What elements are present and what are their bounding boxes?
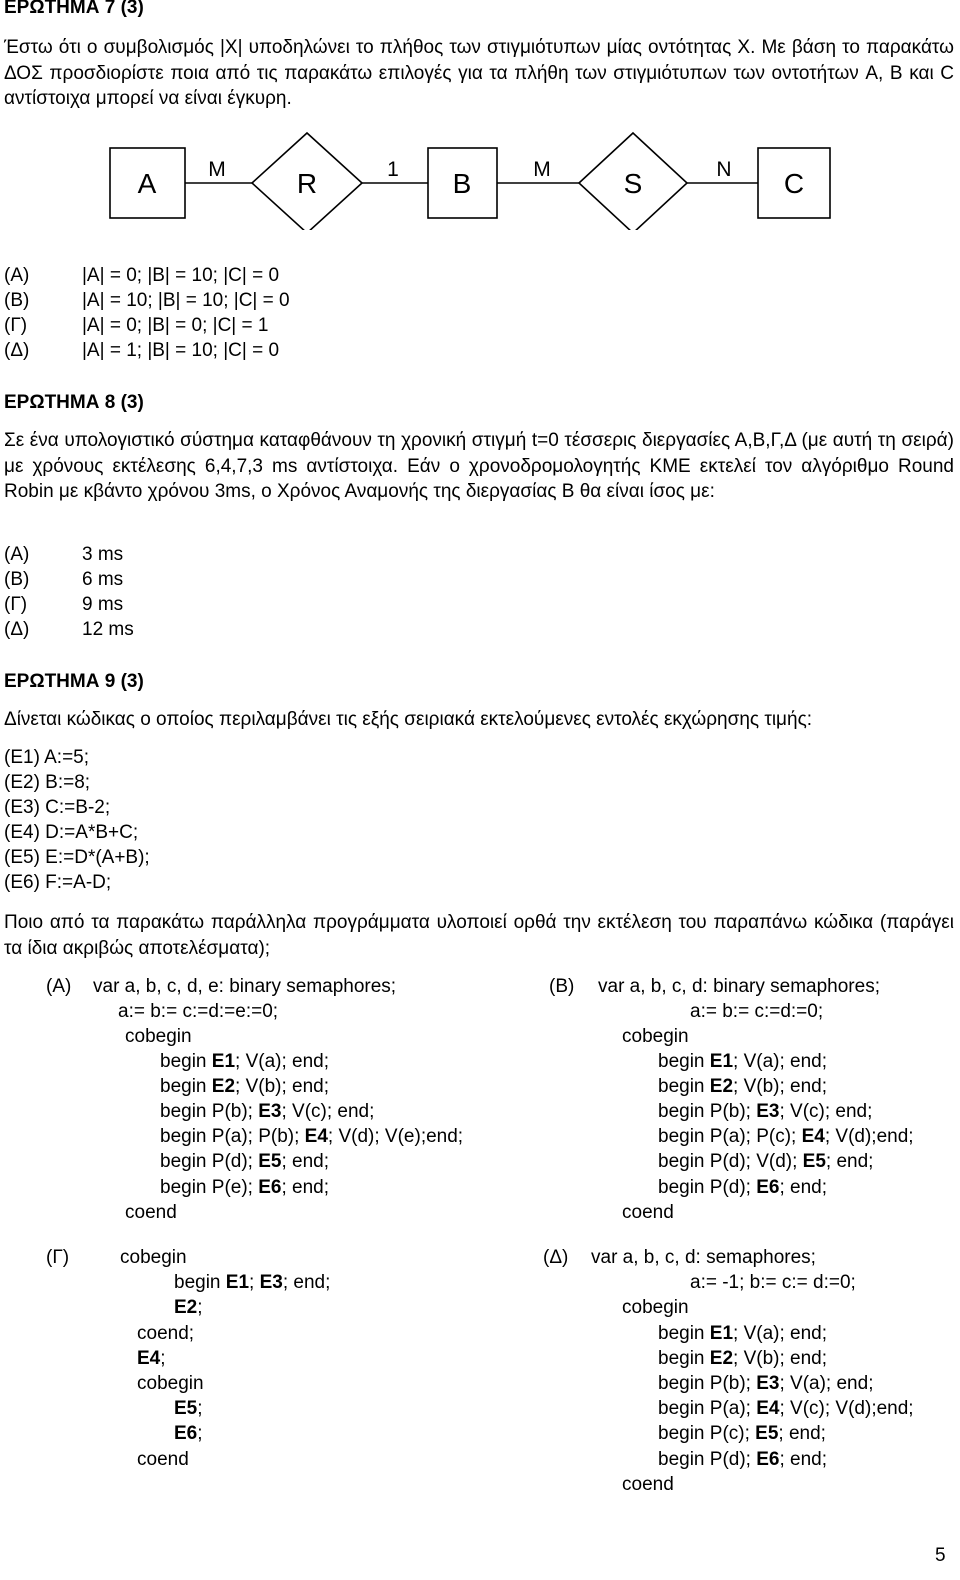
program-b-coend: coend <box>622 1202 674 1223</box>
program-a-line-5: begin P(d); E5; end; <box>160 1151 330 1172</box>
program-b-cobegin: cobegin <box>622 1026 689 1047</box>
program-d-label: (Δ) <box>543 1247 569 1268</box>
relationship-s-label: S <box>623 168 643 199</box>
program-a-cobegin: cobegin <box>125 1026 192 1047</box>
program-a-line-4: begin P(a); P(b); E4; V(d); V(e);end; <box>160 1126 464 1147</box>
statement-e1: (E1) A:=5; <box>4 747 90 768</box>
program-g-line-1: begin E1; E3; end; <box>174 1272 331 1293</box>
program-g-coend-2: coend <box>137 1449 189 1470</box>
q7-option-d-text: |A| = 1; |B| = 10; |C| = 0 <box>82 340 280 361</box>
cardinality-a-r: M <box>208 158 226 181</box>
statement-e6: (E6) F:=A-D; <box>4 872 112 893</box>
program-g-cobegin-2: cobegin <box>137 1373 204 1394</box>
q8-option-a-label: (A) <box>4 544 30 565</box>
q8-text: Σε ένα υπολογιστικό σύστημα καταφθάνουν τη χρονική στιγμή t=0 τέσσερις διεργασίες Α,Β,Γ,Δ (με αυτή τη σειρά) με χρόνους εκτέλεσης 6,4,7,3 ms αντίστοιχα. Εάν ο χρονοδρομολογητής ΚΜΕ εκτελεί τον αλγόριθμο Round Robin με κβάντο χρόνου 3ms, ο Χρόνος Αναμονής της διεργασίας Β θα είναι ίσος με: <box>4 430 954 502</box>
q7-option-a-label: (A) <box>4 265 30 286</box>
program-b-line-4: begin P(a); P(c); E4; V(d);end; <box>658 1126 914 1147</box>
q8-heading: ΕΡΩΤΗΜΑ 8 (3) <box>4 392 144 413</box>
program-d-decl: var a, b, c, d: semaphores; <box>591 1247 816 1268</box>
program-d-line-1: begin E1; V(a); end; <box>658 1323 828 1344</box>
program-d-line-6: begin P(d); E6; end; <box>658 1449 828 1470</box>
q8-option-a-text: 3 ms <box>82 544 124 565</box>
program-a-line-3: begin P(b); E3; V(c); end; <box>160 1101 375 1122</box>
program-g-line-2: E2; <box>174 1297 203 1318</box>
program-b-init: a:= b:= c:=d:=0; <box>690 1001 824 1022</box>
q7-option-b-label: (B) <box>4 290 30 311</box>
program-g-cobegin-1: cobegin <box>120 1247 187 1268</box>
program-a-line-1: begin E1; V(a); end; <box>160 1051 330 1072</box>
cardinality-b-s: M <box>533 158 551 181</box>
program-a-decl: var a, b, c, d, e: binary semaphores; <box>93 976 397 997</box>
entity-a-label: A <box>137 168 157 199</box>
program-d-coend: coend <box>622 1474 674 1495</box>
program-d-cobegin: cobegin <box>622 1297 689 1318</box>
q8-option-b-label: (B) <box>4 569 30 590</box>
program-d-line-2: begin E2; V(b); end; <box>658 1348 828 1369</box>
q9-heading: ΕΡΩΤΗΜΑ 9 (3) <box>4 671 144 692</box>
q7-option-g-text: |A| = 0; |B| = 0; |C| = 1 <box>82 315 269 336</box>
q7-option-d-label: (Δ) <box>4 340 30 361</box>
program-a-line-2: begin E2; V(b); end; <box>160 1076 330 1097</box>
statement-e3: (E3) C:=B-2; <box>4 797 111 818</box>
program-a-init: a:= b:= c:=d:=e:=0; <box>118 1001 279 1022</box>
q7-option-g-label: (Γ) <box>4 315 28 336</box>
q8-option-g-text: 9 ms <box>82 594 124 615</box>
er-diagram <box>0 130 960 230</box>
entity-b-label: B <box>452 168 472 199</box>
q8-option-d-label: (Δ) <box>4 619 30 640</box>
q8-option-g-label: (Γ) <box>4 594 28 615</box>
program-a-coend: coend <box>125 1202 177 1223</box>
entity-c-label: C <box>783 168 805 199</box>
q7-option-b-text: |A| = 10; |B| = 10; |C| = 0 <box>82 290 290 311</box>
q7-text: Έστω ότι ο συμβολισμός |X| υποδηλώνει το πλήθος των στιγμιότυπων μίας οντότητας X. Με βάση το παρακάτω ΔΟΣ προσδιορίστε ποια από τις παρακάτω επιλογές για τα πλήθη των στιγμιότυπων των οντοτήτων A, B και C αντίστοιχα μπορεί να είναι έγκυρη. <box>4 37 954 109</box>
cardinality-r-b: 1 <box>387 158 399 181</box>
program-g-line-4: E5; <box>174 1398 203 1419</box>
statement-e4: (E4) D:=A*B+C; <box>4 822 139 843</box>
relationship-r-label: R <box>296 168 318 199</box>
statement-e2: (E2) B:=8; <box>4 772 91 793</box>
page-number: 5 <box>935 1545 946 1566</box>
q8-option-b-text: 6 ms <box>82 569 124 590</box>
program-a-line-6: begin P(e); E6; end; <box>160 1177 330 1198</box>
program-g-label: (Γ) <box>46 1247 70 1268</box>
program-g-coend-1: coend; <box>137 1323 195 1344</box>
program-b-line-6: begin P(d); E6; end; <box>658 1177 828 1198</box>
program-b-line-1: begin E1; V(a); end; <box>658 1051 828 1072</box>
q8-option-d-text: 12 ms <box>82 619 134 640</box>
program-d-init: a:= -1; b:= c:= d:=0; <box>690 1272 856 1293</box>
statement-e5: (E5) E:=D*(A+B); <box>4 847 150 868</box>
q7-heading: ΕΡΩΤΗΜΑ 7 (3) <box>4 0 144 18</box>
program-b-label: (B) <box>549 976 575 997</box>
program-g-line-5: E6; <box>174 1423 203 1444</box>
program-d-line-5: begin P(c); E5; end; <box>658 1423 826 1444</box>
q7-option-a-text: |A| = 0; |B| = 10; |C| = 0 <box>82 265 280 286</box>
program-b-line-3: begin P(b); E3; V(c); end; <box>658 1101 873 1122</box>
program-b-decl: var a, b, c, d: binary semaphores; <box>598 976 880 997</box>
q9-question: Ποιο από τα παρακάτω παράλληλα προγράμματα υλοποιεί ορθά την εκτέλεση του παραπάνω κώδικα (παράγει τα ίδια ακριβώς αποτελέσματα); <box>4 912 954 959</box>
program-b-line-5: begin P(d); V(d); E5; end; <box>658 1151 874 1172</box>
cardinality-s-c: N <box>716 158 732 181</box>
program-b-line-2: begin E2; V(b); end; <box>658 1076 828 1097</box>
q9-intro: Δίνεται κώδικας ο οποίος περιλαμβάνει τις εξής σειριακά εκτελούμενες εντολές εκχώρησης τιμής: <box>4 709 813 730</box>
program-g-line-3: E4; <box>137 1348 166 1369</box>
program-a-label: (A) <box>46 976 72 997</box>
program-d-line-4: begin P(a); E4; V(c); V(d);end; <box>658 1398 914 1419</box>
program-d-line-3: begin P(b); E3; V(a); end; <box>658 1373 874 1394</box>
